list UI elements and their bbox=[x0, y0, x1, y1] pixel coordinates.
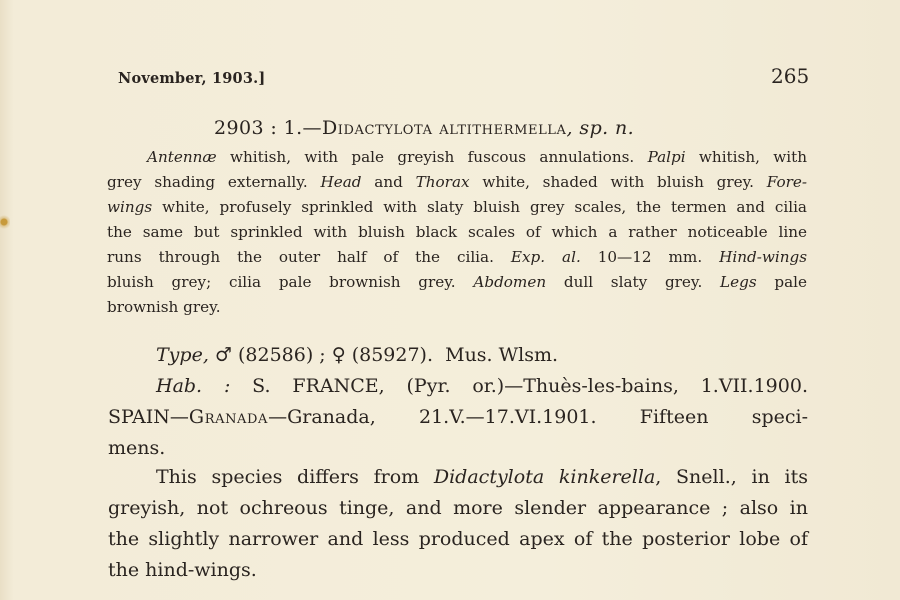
comparison-text: the hind-wings. bbox=[108, 559, 257, 581]
museum-label: Mus. Wlsm. bbox=[445, 344, 559, 366]
type-line bbox=[108, 340, 856, 371]
description-text: brownish grey. bbox=[107, 298, 221, 316]
description-text: whitish, with bbox=[685, 148, 807, 166]
comparison-line bbox=[108, 493, 808, 524]
female-symbol: ♀ bbox=[331, 344, 346, 366]
species-suffix: , sp. n. bbox=[566, 117, 635, 139]
habitat-text: SPAIN— bbox=[108, 406, 189, 428]
description-text: 10—12 mm. bbox=[580, 248, 720, 266]
description-line bbox=[107, 170, 807, 195]
comparison-text: the slightly narrower and less produced apex of the posterior lobe of bbox=[108, 528, 808, 550]
description-line bbox=[107, 145, 807, 170]
description-line bbox=[107, 270, 807, 295]
habitat-line bbox=[108, 433, 808, 464]
comparison-line bbox=[108, 555, 808, 586]
page-number: 265 bbox=[771, 64, 810, 88]
description-text: Hind-wings bbox=[719, 248, 808, 266]
description-line bbox=[107, 295, 807, 320]
comparison-line bbox=[108, 462, 808, 493]
description-text: Thorax bbox=[415, 173, 470, 191]
description-text: wings bbox=[107, 198, 153, 216]
description-text: Exp. al. bbox=[510, 248, 581, 266]
habitat-text: Granada bbox=[188, 406, 269, 428]
description-line bbox=[107, 245, 807, 270]
type-label: Type, bbox=[156, 344, 209, 366]
male-specimen-number: (82586) ; bbox=[238, 344, 326, 366]
habitat-line bbox=[108, 371, 808, 402]
description-text: Legs bbox=[720, 273, 757, 291]
description-text: Antennæ bbox=[147, 148, 217, 166]
description-line bbox=[107, 220, 807, 245]
description-text: the same but sprinkled with bluish black scales of which a rather noticeable line bbox=[107, 223, 807, 241]
habitat-line bbox=[108, 402, 808, 433]
description-text: Palpi bbox=[647, 148, 686, 166]
male-symbol: ♂ bbox=[214, 344, 232, 366]
comparison-text: Didactylota kinkerella bbox=[433, 466, 656, 488]
comparison-line bbox=[108, 524, 808, 555]
description-text: Abdomen bbox=[473, 273, 547, 291]
habitat-text: Hab. : bbox=[156, 375, 231, 397]
description-text: pale bbox=[756, 273, 808, 291]
habitat-text: —Granada, 21.V.—17.VI.1901. Fifteen speci- bbox=[268, 406, 808, 428]
description-text: and bbox=[361, 173, 416, 191]
description-line bbox=[107, 195, 807, 220]
comparison-paragraph bbox=[108, 462, 808, 586]
description-text: white, shaded with bluish grey. bbox=[469, 173, 767, 191]
habitat-paragraph bbox=[108, 371, 808, 464]
description-text: grey shading externally. bbox=[107, 173, 321, 191]
female-specimen-number: (85927). bbox=[351, 344, 434, 366]
comparison-text: , Snell., in its bbox=[655, 466, 808, 488]
description-text: bluish grey; cilia pale brownish grey. bbox=[107, 273, 474, 291]
species-number: 2903 : 1.— bbox=[214, 117, 322, 139]
comparison-text: This species differs from bbox=[156, 466, 434, 488]
running-header-date: November, 1903.] bbox=[118, 70, 266, 87]
description-text: white, profusely sprinkled with slaty bluish grey scales, the termen and cilia bbox=[152, 198, 807, 216]
species-title bbox=[214, 117, 834, 139]
species-description bbox=[107, 145, 807, 320]
description-text: whitish, with pale greyish fuscous annulations. bbox=[216, 148, 648, 166]
habitat-text: S. FRANCE, (Pyr. or.)—Thuès-les-bains, 1.VII.1900. bbox=[230, 375, 808, 397]
margin-stain bbox=[0, 214, 10, 230]
description-text: Fore- bbox=[766, 173, 808, 191]
description-text: dull slaty grey. bbox=[546, 273, 721, 291]
description-text: Head bbox=[320, 173, 362, 191]
comparison-text: greyish, not ochreous tinge, and more slender appearance ; also in bbox=[108, 497, 808, 519]
description-text: runs through the outer half of the cilia. bbox=[107, 248, 511, 266]
species-name: Didactylota altithermella bbox=[321, 117, 567, 139]
habitat-text: mens. bbox=[108, 437, 166, 459]
